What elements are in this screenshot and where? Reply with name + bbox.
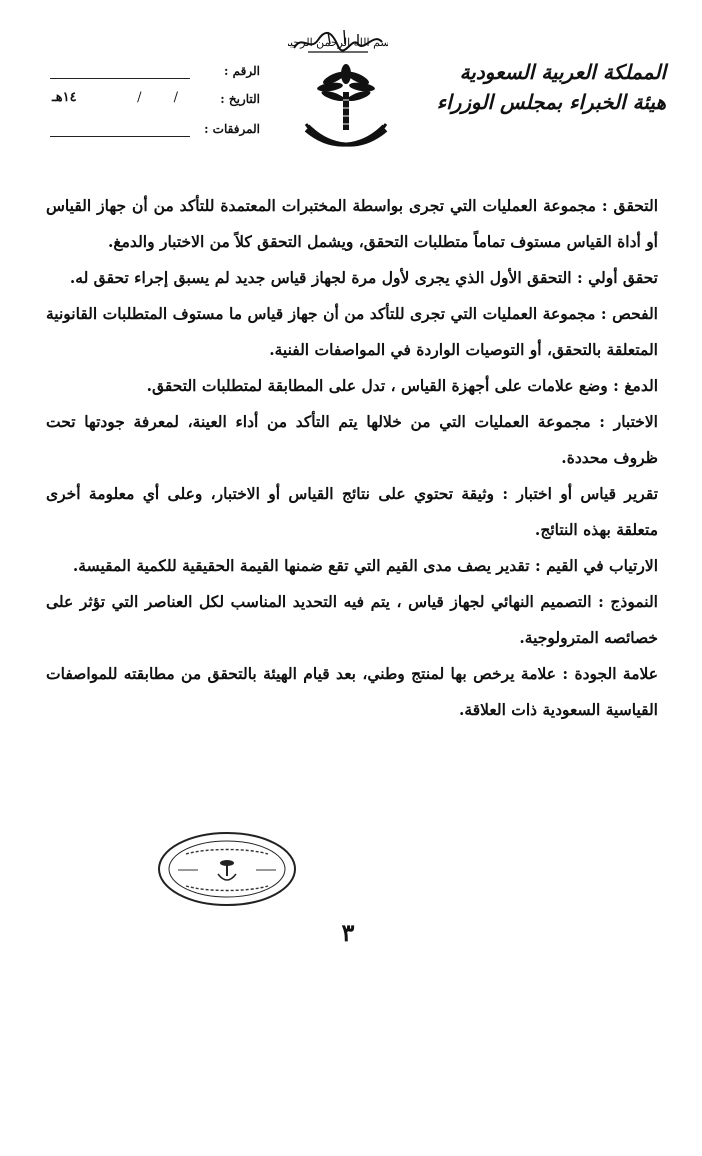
definition-item: تحقق أولي : التحقق الأول الذي يجرى لأول مرة لجهاز قياس جديد لم يسبق إجراء تحقق له.	[69, 268, 658, 287]
org-name-line-2: هيئة الخبراء بمجلس الوزراء	[436, 90, 666, 114]
definition-term: الاختبار	[613, 412, 658, 431]
definition-text: علامة يرخص بها لمنتج وطني، بعد قيام الهيئة بالتحقق من مطابقته للمواصفات القياسية السعودية ذات العلاقة.	[46, 664, 658, 719]
basmala-text: بسم الله الرحمن الرحيم	[288, 36, 388, 49]
reference-label: الرقم :	[224, 64, 260, 78]
attachments-label: المرفقات :	[204, 122, 260, 136]
date-hijri-suffix: ١٤هـ	[52, 90, 77, 105]
definition-item: النموذج : التصميم النهائي لجهاز قياس ، يتم فيه التحديد المناسب لكل العناصر التي تؤثر على خصائصه المترولوجية.	[46, 592, 658, 647]
definition-item: الدمغ : وضع علامات على أجهزة القياس ، تدل على المطابقة لمتطلبات التحقق.	[146, 376, 658, 395]
definition-item: الاختبار : مجموعة العمليات التي من خلالها يتم التأكد من أداء العينة، لمعرفة جودتها تحت ظروف محددة.	[46, 412, 658, 467]
definition-text: وثيقة تحتوي على نتائج القياس أو الاختبار، وعلى أي معلومة أخرى متعلقة بهذه النتائج.	[46, 484, 658, 539]
date-label: التاريخ :	[220, 92, 260, 106]
definition-text: التحقق الأول الذي يجرى لأول مرة لجهاز قياس جديد لم يسبق إجراء تحقق له.	[69, 268, 572, 287]
definition-term: الدمغ	[624, 376, 658, 395]
definition-text: تقدير يصف مدى القيم التي تقع ضمنها القيمة الحقيقية للكمية المقيسة.	[72, 556, 530, 575]
official-seal-stamp	[156, 830, 298, 908]
definition-term: تقرير قياس أو اختبار	[516, 484, 659, 503]
definition-text: وضع علامات على أجهزة القياس ، تدل على المطابقة لمتطلبات التحقق.	[146, 376, 608, 395]
definition-term: التحقق	[613, 196, 658, 215]
definition-term: تحقق أولي	[588, 268, 658, 287]
saudi-emblem-icon	[300, 60, 392, 160]
definition-item: تقرير قياس أو اختبار : وثيقة تحتوي على نتائج القياس أو الاختبار، وعلى أي معلومة أخرى متعلقة بهذه النتائج.	[46, 484, 659, 539]
definition-term: الارتياب في القيم	[546, 556, 658, 575]
definition-text: مجموعة العمليات التي تجرى بواسطة المختبرات المعتمدة للتأكد من أن جهاز القياس أو أداة القياس مستوف تماماً متطلبات التحقق، ويشمل التحقق كلاً من الاختبار والدمغ.	[46, 196, 658, 251]
org-name-line-1: المملكة العربية السعودية	[459, 60, 666, 84]
date-field	[50, 92, 260, 114]
definition-item: الفحص : مجموعة العمليات التي تجرى للتأكد من أن جهاز قياس ما مستوف المتطلبات القانونية المتعلقة بالتحقق، أو التوصيات الواردة في المواصفات الفنية.	[46, 304, 658, 359]
definition-text: مجموعة العمليات التي من خلالها يتم التأكد من أداء العينة، لمعرفة جودتها تحت ظروف محددة.	[46, 412, 658, 467]
attachments-line	[50, 136, 190, 137]
definition-term: الفحص	[612, 304, 658, 323]
reference-line	[50, 78, 190, 79]
definition-text: التصميم النهائي لجهاز قياس ، يتم فيه التحديد المناسب لكل العناصر التي تؤثر على خصائصه المترولوجية.	[46, 592, 658, 647]
definition-term: علامة الجودة	[574, 664, 658, 683]
attachments-field	[50, 122, 260, 144]
definitions-list	[46, 188, 658, 728]
reference-number-field	[50, 64, 260, 86]
definition-text: مجموعة العمليات التي تجرى للتأكد من أن جهاز قياس ما مستوف المتطلبات القانونية المتعلقة بالتحقق، أو التوصيات الواردة في المواصفات الفنية.	[46, 304, 658, 359]
page-number: ٣	[341, 918, 355, 947]
basmala-calligraphy	[288, 24, 388, 58]
date-separators: / /	[137, 90, 192, 105]
definition-item: علامة الجودة : علامة يرخص بها لمنتج وطني، بعد قيام الهيئة بالتحقق من مطابقته للمواصفات القياسية السعودية ذات العلاقة.	[46, 664, 658, 719]
definition-item: التحقق : مجموعة العمليات التي تجرى بواسطة المختبرات المعتمدة للتأكد من أن جهاز القياس أو أداة القياس مستوف تماماً متطلبات التحقق، ويشمل التحقق كلاً من الاختبار والدمغ.	[46, 196, 658, 251]
definition-item: الارتياب في القيم : تقدير يصف مدى القيم التي تقع ضمنها القيمة الحقيقية للكمية المقيسة.	[72, 556, 658, 575]
definition-term: النموذج	[610, 592, 658, 611]
